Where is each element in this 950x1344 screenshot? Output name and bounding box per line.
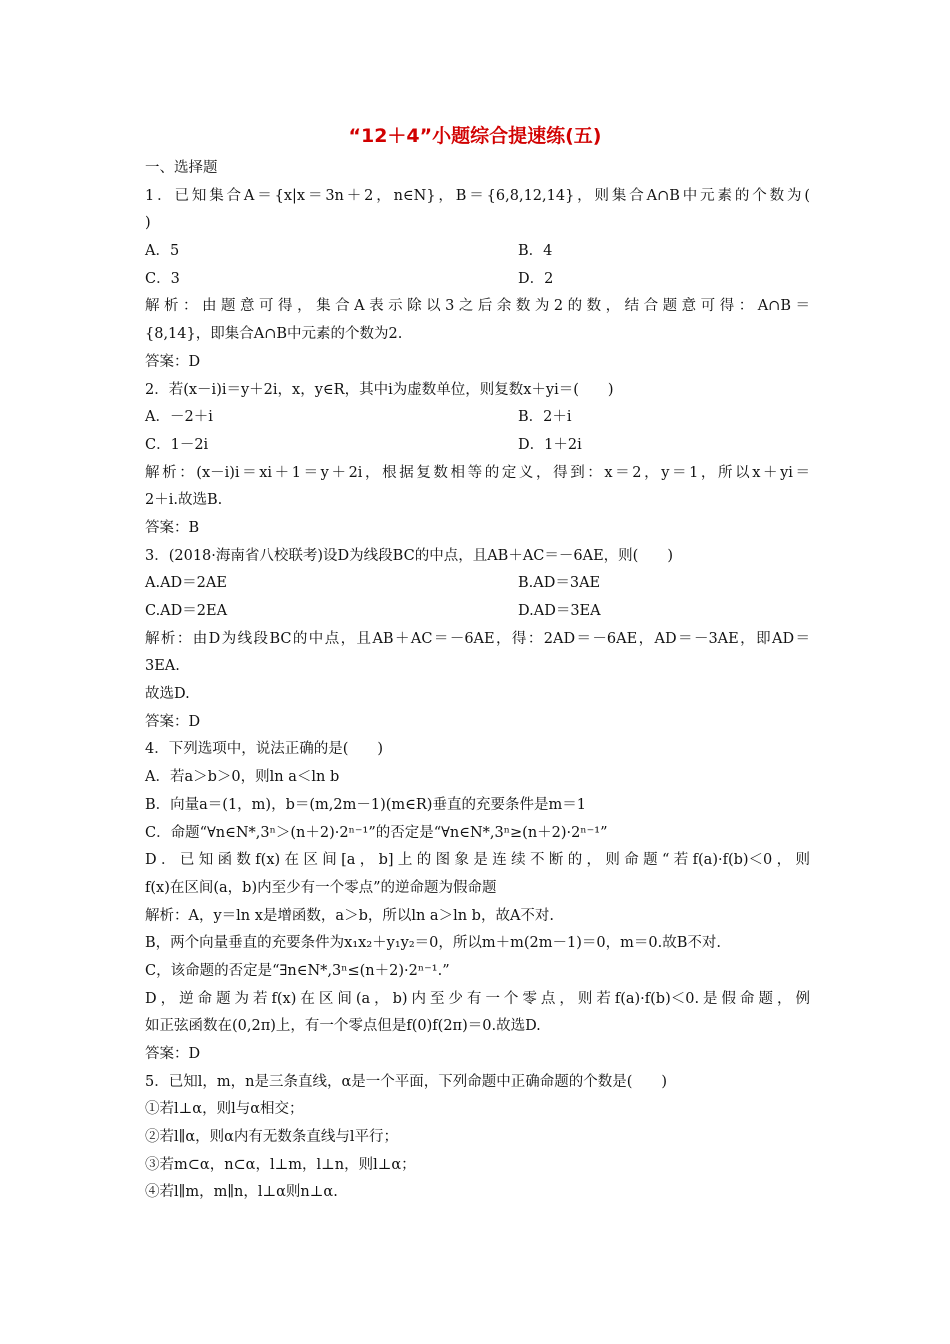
q2-analysis: 解析：(x－i)i＝xi＋1＝y＋2i，根据复数相等的定义，得到：x＝2，y＝1，所以x＋yi＝ bbox=[145, 464, 810, 481]
q5-item-2: ②若l∥α，则α内有无数条直线与l平行； bbox=[145, 1129, 399, 1146]
q1-option-b: B．4 bbox=[518, 243, 553, 260]
q5-item-4: ④若l∥m，m∥n，l⊥α则n⊥α. bbox=[145, 1184, 338, 1201]
q3-stem: 3．(2018·海南省八校联考)设D为线段BC的中点，且AB＋AC＝－6AE，则( ) bbox=[145, 547, 673, 564]
q5-stem: 5．已知l，m，n是三条直线，α是一个平面，下列命题中正确命题的个数是( ) bbox=[145, 1073, 668, 1090]
document-body bbox=[145, 155, 810, 1207]
q4-option-c: C．命题“∀n∈N*,3ⁿ＞(n＋2)·2ⁿ⁻¹”的否定是“∀n∈N*,3ⁿ≥(n＋2)·2ⁿ⁻¹” bbox=[145, 824, 608, 841]
q2-option-d: D．1＋2i bbox=[518, 436, 582, 453]
q1-option-a: A．5 bbox=[145, 243, 180, 260]
q1-option-d: D．2 bbox=[518, 270, 554, 287]
q3-option-b: B.AD＝3AE bbox=[518, 575, 601, 592]
q1-analysis-cont: {8,14}，即集合A∩B中元素的个数为2. bbox=[145, 326, 403, 343]
q2-answer: 答案：B bbox=[145, 519, 200, 536]
q5-item-3: ③若m⊂α，n⊂α，l⊥m，l⊥n，则l⊥α； bbox=[145, 1156, 416, 1173]
q2-option-a: A．－2＋i bbox=[145, 409, 213, 426]
q4-option-a: A．若a＞b＞0，则ln a＜ln b bbox=[145, 769, 340, 786]
q1-stem: 1．已知集合A＝{x|x＝3n＋2，n∈N}，B＝{6,8,12,14}，则集合A∩B中元素的个数为( bbox=[145, 187, 810, 204]
q4-stem: 4．下列选项中，说法正确的是( ) bbox=[145, 741, 384, 758]
q2-stem: 2．若(x－i)i＝y＋2i，x，y∈R，其中i为虚数单位，则复数x＋yi＝( ) bbox=[145, 381, 614, 398]
q3-analysis-conclusion: 故选D. bbox=[145, 686, 190, 703]
q1-analysis: 解析：由题意可得，集合A表示除以3之后余数为2的数，结合题意可得：A∩B＝ bbox=[145, 298, 810, 315]
q4-option-d: D．已知函数f(x)在区间[a，b]上的图象是连续不断的，则命题“若f(a)·f(b)＜0，则 bbox=[145, 852, 810, 869]
q1-answer: 答案：D bbox=[145, 353, 201, 370]
q4-analysis-b: B，两个向量垂直的充要条件为x₁x₂＋y₁y₂＝0，所以m＋m(2m－1)＝0，m＝0.故B不对. bbox=[145, 935, 721, 952]
q4-analysis: 解析：A，y＝ln x是增函数，a＞b，所以ln a＞ln b，故A不对. bbox=[145, 907, 555, 924]
q4-answer: 答案：D bbox=[145, 1046, 201, 1062]
q3-option-c: C.AD＝2EA bbox=[145, 603, 228, 619]
q1-option-c: C．3 bbox=[145, 270, 180, 287]
q4-analysis-d-cont: 如正弦函数在(0,2π)上，有一个零点但是f(0)f(2π)＝0.故选D. bbox=[145, 1018, 541, 1035]
section-heading: 一、选择题 bbox=[145, 160, 218, 176]
q3-option-d: D.AD＝3EA bbox=[518, 603, 601, 619]
q3-answer: 答案：D bbox=[145, 713, 201, 730]
q4-option-d-cont: f(x)在区间(a，b)内至少有一个零点”的逆命题为假命题 bbox=[145, 879, 497, 896]
page-title: “12＋4”小题综合提速练(五) bbox=[348, 125, 602, 147]
q3-options-row-1 bbox=[145, 570, 810, 598]
q2-analysis-cont: 2＋i.故选B. bbox=[145, 492, 223, 509]
q2-options-row-1 bbox=[145, 404, 810, 432]
q2-option-c: C．1－2i bbox=[145, 436, 209, 453]
q4-option-b: B．向量a＝(1，m)，b＝(m,2m－1)(m∈R)垂直的充要条件是m＝1 bbox=[145, 796, 586, 813]
q1-stem-cont: ) bbox=[145, 215, 151, 232]
q5-item-1: ①若l⊥α，则l与α相交； bbox=[145, 1101, 304, 1118]
q4-analysis-c: C，该命题的否定是“∃n∈N*,3ⁿ≤(n＋2)·2ⁿ⁻¹.” bbox=[145, 962, 450, 979]
q4-analysis-d: D，逆命题为若f(x)在区间(a，b)内至少有一个零点，则若f(a)·f(b)＜0.是假命题，例 bbox=[145, 990, 810, 1007]
q3-analysis: 解析：由D为线段BC的中点，且AB＋AC＝－6AE，得：2AD＝－6AE，AD＝－3AE，即AD＝ bbox=[145, 630, 810, 647]
q1-options-row-1 bbox=[145, 238, 810, 266]
q3-options-row-2 bbox=[145, 598, 810, 626]
q3-analysis-cont: 3EA. bbox=[145, 658, 180, 675]
q1-options-row-2 bbox=[145, 266, 810, 294]
q3-option-a: A.AD＝2AE bbox=[145, 575, 227, 592]
q2-option-b: B．2＋i bbox=[518, 409, 572, 426]
q2-options-row-2 bbox=[145, 432, 810, 460]
